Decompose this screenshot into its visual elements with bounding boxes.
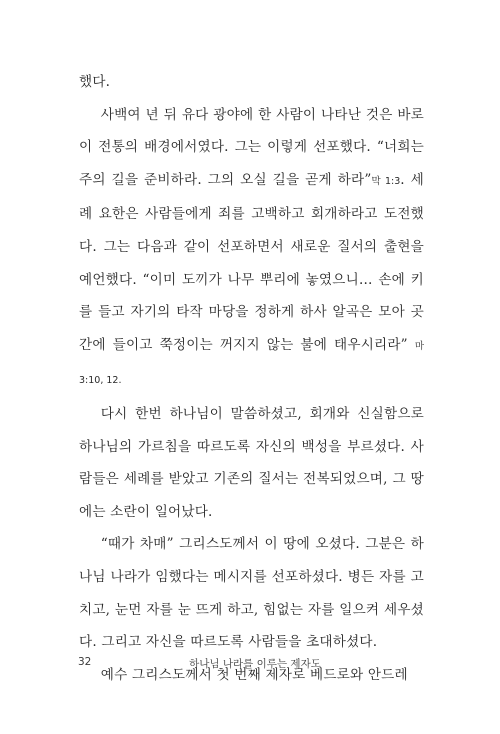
scripture-citation: 마 3:10, 12. <box>79 340 424 387</box>
running-title: 하나님 나라를 이루는 제자도 <box>189 658 321 670</box>
paragraph-god-spoke: 다시 한번 하나님이 말씀하셨고, 회개와 신실함으로 하나님의 가르침을 따르도록 자신의 백성을 부르셨다. 사람들은 세례를 받았고 기존의 질서는 전복되었으며, 그 땅에는 소란이 일어났다. <box>79 405 424 520</box>
paragraph-john-the-baptist <box>79 99 424 398</box>
scripture-citation: 막 1:3 <box>371 175 401 187</box>
paragraph-text: . 세례 요한은 사람들에게 죄를 고백하고 회개하라고 도전했다. 그는 다음과 같이 선포하면서 새로운 질서의 출현을 예언했다. “이미 도끼가 나무 뿌리에 놓였으니… 손에 키를 들고 자기의 타작 마당을 정하게 하사 알곡은 모아 곳간에 들이고 쭉정이는 꺼지지 않는 불에 태우시리라” <box>79 171 424 353</box>
paragraph-continuation: 했다. <box>79 74 111 90</box>
page-number: 32 <box>78 656 92 668</box>
paragraph-first-disciples: 예수 그리스도께서 첫 번째 제자로 베드로와 안드레 <box>100 666 408 683</box>
body-text <box>79 66 424 691</box>
page-footer <box>0 656 500 676</box>
paragraph-text: 사백여 년 뒤 유다 광야에 한 사람이 나타난 것은 바로 이 전통의 배경에서였다. 그는 이렇게 선포했다. “너희는 주의 길을 준비하라. 그의 오실 길을 곧게 하라” <box>79 106 424 188</box>
paragraph-fullness-of-time: “때가 차매” 그리스도께서 이 땅에 오셨다. 그분은 하나님 나라가 임했다는 메시지를 선포하셨다. 병든 자를 고치고, 눈먼 자를 눈 뜨게 하고, 힘없는 자를 일으켜 세우셨다. 그리고 자신을 따르도록 사람들을 초대하셨다. <box>79 536 424 651</box>
